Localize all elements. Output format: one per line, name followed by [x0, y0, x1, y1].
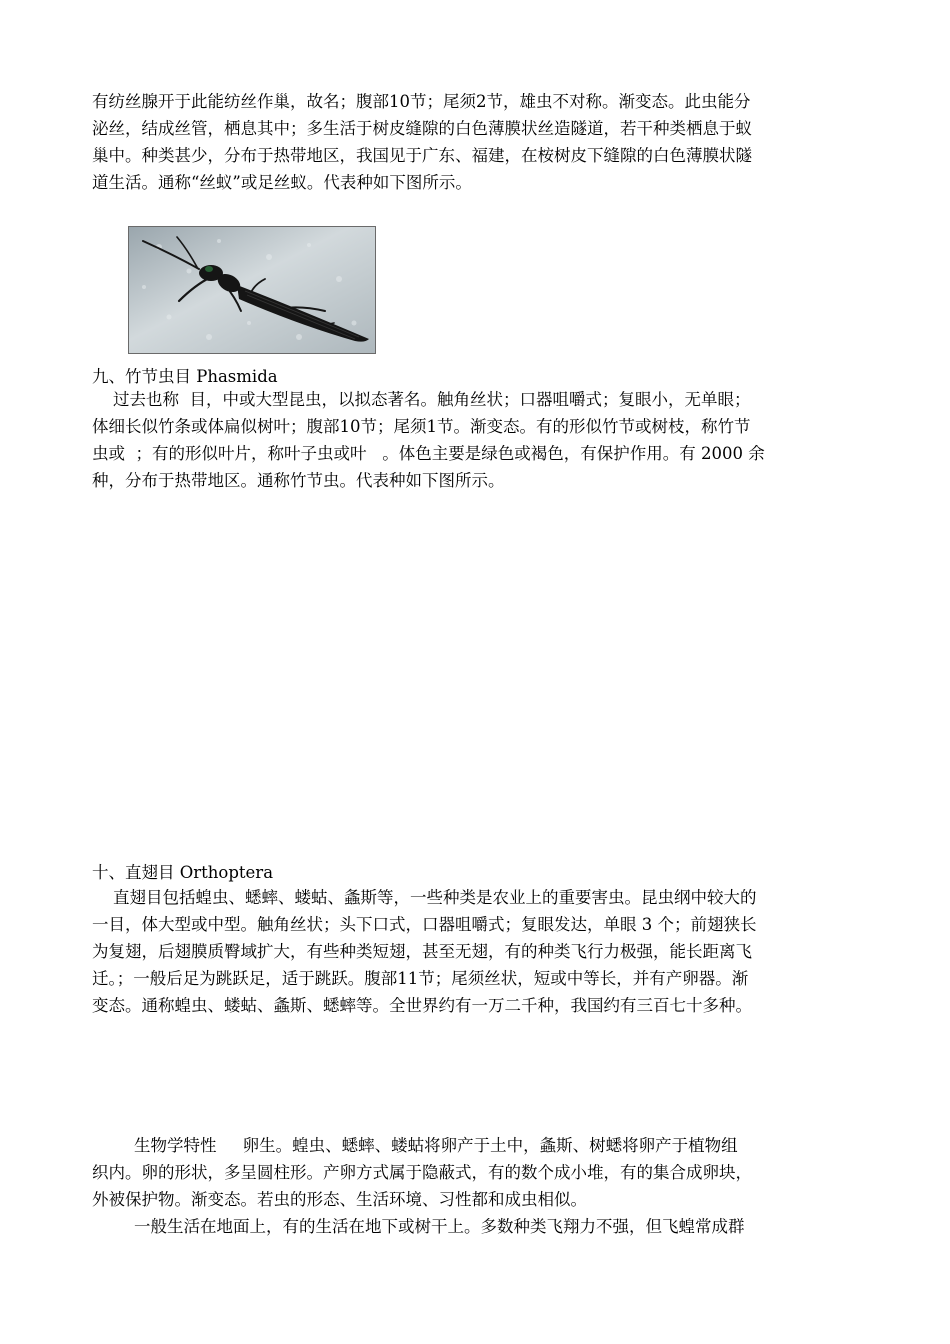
text-line: 一目，体大型或中型。触角丝状；头下口式，口器咀嚼式；复眼发达，单眼 3 个；前翅狭长 [92, 915, 757, 934]
text-line: 生物学特性 卵生。蝗虫、蟋蟀、蝼蛄将卵产于土中，螽斯、树蟋将卵产于植物组 [92, 1136, 738, 1155]
text-line: 一般生活在地面上，有的生活在地下或树干上。多数种类飞翔力不强，但飞蝗常成群 [92, 1217, 745, 1236]
text-line: 直翅目包括蝗虫、蟋蟀、蝼蛄、螽斯等，一些种类是农业上的重要害虫。昆虫纲中较大的 [92, 888, 757, 907]
text-line: 道生活。通称“丝蚁”或足丝蚁。代表种如下图所示。 [92, 173, 472, 192]
orthoptera-paragraph [92, 884, 860, 1019]
text-line: 过去也称 目，中或大型昆虫，以拟态著名。触角丝状；口器咀嚼式；复眼小，无单眼； [92, 390, 751, 409]
text-line: 织内。卵的形状，多呈圆柱形。产卵方式属于隐蔽式，有的数个成小堆，有的集合成卵块， [92, 1163, 752, 1182]
text-line: 巢中。种类甚少，分布于热带地区，我国见于广东、福建，在桉树皮下缝隙的白色薄膜状隧 [92, 146, 752, 165]
text-line: 迁。；一般后足为跳跃足，适于跳跃。腹部11节；尾须丝状，短或中等长，并有产卵器。渐 [92, 969, 749, 988]
text-line: 外被保护物。渐变态。若虫的形态、生活环境、习性都和成虫相似。 [92, 1190, 587, 1209]
insect-photo [128, 226, 376, 354]
text-line: 体细长似竹条或体扁似树叶；腹部10节；尾须1节。渐变态。有的形似竹节或树枝，称竹节 [92, 417, 751, 436]
text-line: 变态。通称蝗虫、蝼蛄、螽斯、蟋蟀等。全世界约有一万二千种，我国约有三百七十多种。 [92, 996, 752, 1015]
intro-paragraph [92, 88, 860, 196]
section-heading-orthoptera: 十、直翅目 Orthoptera [92, 863, 274, 882]
text-line: 虫或 ；有的形似叶片，称叶子虫或叶 。体色主要是绿色或褐色，有保护作用。有 2000 余 [92, 444, 765, 463]
biology-paragraph [92, 1132, 860, 1240]
text-line: 种，分布于热带地区。通称竹节虫。代表种如下图所示。 [92, 471, 505, 490]
phasmida-paragraph [92, 386, 860, 494]
text-line: 泌丝，结成丝管，栖息其中；多生活于树皮缝隙的白色薄膜状丝造隧道，若干种类栖息于蚁 [92, 119, 752, 138]
section-heading-phasmida: 九、竹节虫目 Phasmida [92, 367, 278, 386]
text-line: 为复翅，后翅膜质臀域扩大，有些种类短翅，甚至无翅，有的种类飞行力极强，能长距离飞 [92, 942, 752, 961]
text-line: 有纺丝腺开于此能纺丝作巢，故名；腹部10节；尾须2节，雄虫不对称。渐变态。此虫能分 [92, 92, 751, 111]
